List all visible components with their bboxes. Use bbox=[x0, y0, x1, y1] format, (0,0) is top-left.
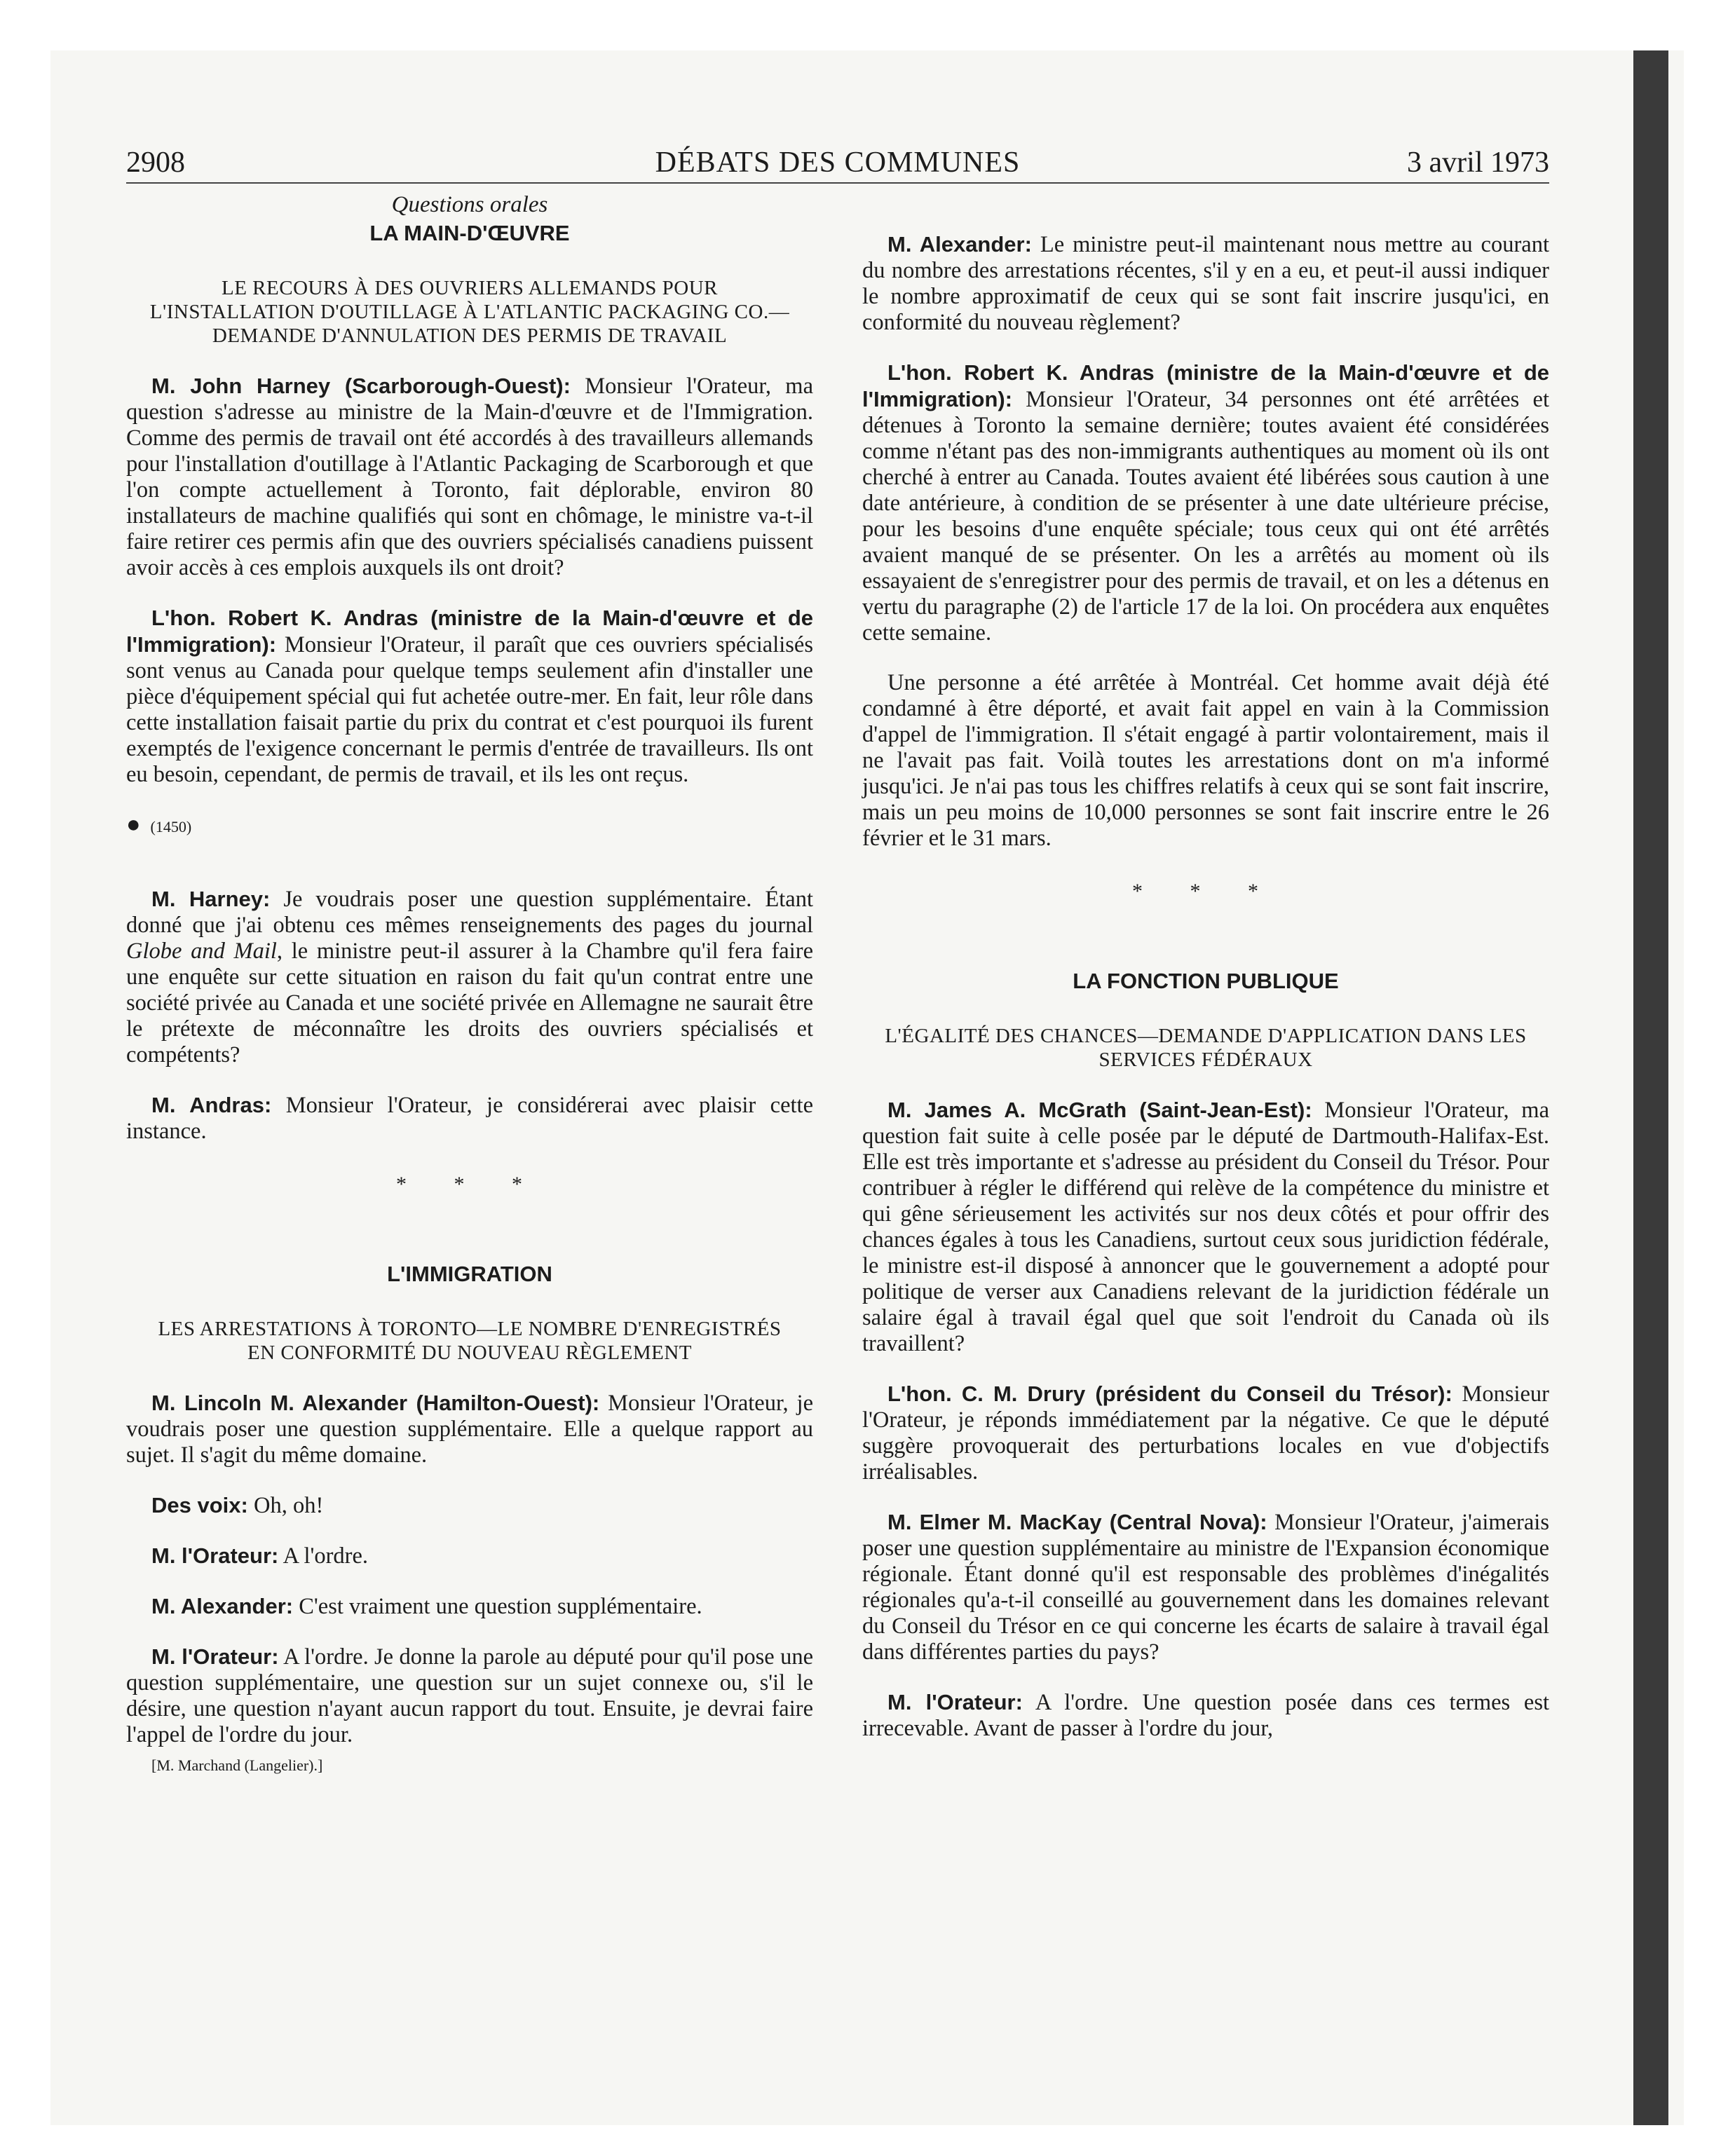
speech: Je voudrais poser une question supplémentaire. Étant donné que j'ai obtenu ces mêmes renseignements des pages du journal bbox=[126, 887, 814, 938]
speech: Monsieur l'Orateur, je réponds immédiatement par la négative. Ce que le député suggère provoquerait des perturbations locales en vue d'objectifs irréalisables. bbox=[862, 1381, 1549, 1485]
paragraph bbox=[862, 1097, 1549, 1357]
paragraph: Une personne a été arrêtée à Montréal. Cet homme avait déjà été condamné à être déporté, et avait fait appel en vain à la Commission d'appel de l'immigration. Il s'était engagé à partir volontairement, mais il ne l'avait pas fait. Voilà toutes les arrestations dont on m'a informé jusqu'ici. Je n'ai pas tous les chiffres relatifs à ceux qui se sont fait inscrire, mais un peu moins de 10,000 personnes se sont fait inscrire entre le 26 février et le 31 mars. bbox=[862, 670, 1549, 851]
paragraph bbox=[126, 1593, 813, 1620]
speaker: L'hon. C. M. Drury (président du Conseil du Trésor): bbox=[887, 1381, 1452, 1406]
paragraph bbox=[126, 1390, 813, 1468]
speaker: M. Harney: bbox=[151, 887, 271, 911]
section-separator: * * * bbox=[396, 1173, 543, 1196]
speech: Oh, oh! bbox=[247, 1493, 324, 1518]
paragraph bbox=[126, 1492, 813, 1519]
speaker: M. Elmer M. MacKay (Central Nova): bbox=[887, 1510, 1267, 1534]
paragraph bbox=[126, 1092, 813, 1145]
subheading: LES ARRESTATIONS À TORONTO—LE NOMBRE D'ENREGISTRÉS EN CONFORMITÉ DU NOUVEAU RÈGLEMENT bbox=[158, 1318, 782, 1364]
section-rubric: Questions orales bbox=[391, 192, 548, 217]
speaker: M. l'Orateur: bbox=[151, 1644, 279, 1669]
paragraph bbox=[862, 231, 1549, 336]
paragraph bbox=[126, 1543, 813, 1569]
speech: , le ministre peut-il assurer à la Chambre qu'il fera faire une enquête sur cette situation en raison du fait qu'un contrat entre une société privée au Canada et une société privée en Allemagne ne saurait être le prétexte de méconnaître les droits des ouvriers spécialisés et compétents? bbox=[126, 939, 814, 1067]
speaker: L'hon. Robert K. Andras (ministre de la Main-d'œuvre et de l'Immigration): bbox=[862, 360, 1549, 411]
speaker: M. Andras: bbox=[151, 1093, 272, 1117]
paragraph bbox=[126, 373, 813, 581]
speaker: M. Lincoln M. Alexander (Hamilton-Ouest): bbox=[151, 1391, 600, 1415]
right-column bbox=[862, 231, 1549, 1766]
page-date: 3 avril 1973 bbox=[1407, 146, 1549, 179]
newspaper-title: Globe and Mail bbox=[126, 939, 277, 964]
speaker: M. l'Orateur: bbox=[151, 1543, 279, 1568]
paragraph bbox=[126, 886, 813, 1068]
speaker: M. Alexander: bbox=[151, 1594, 294, 1618]
paragraph bbox=[862, 1509, 1549, 1665]
paragraph bbox=[126, 605, 813, 788]
speech: Monsieur l'Orateur, ma question fait suite à celle posée par le député de Dartmouth-Halifax-Est. Elle est très importante et s'adresse au président du Conseil du Trésor. Pour contribuer à régler le différend qui relève de la compétence du ministre et qui gêne sérieusement les activités sur nos deux côtés et pour offrir des chances égales à tous les Canadiens, surtout ceux sous juridiction fédérale, le ministre est-il disposé à annoncer que le gouvernement a adopté pour politique de verser aux Canadiens relevant de la juridiction fédérale un salaire égal à travail égal quel que soit l'endroit du Canada où ils travaillent? bbox=[862, 1098, 1549, 1356]
speech: A l'ordre. Je donne la parole au député pour qu'il pose une question supplémentaire, une question sur un sujet connexe ou, s'il le désire, une question n'ayant aucun rapport du tout. Ensuite, je devrai faire l'appel de l'ordre du jour. bbox=[126, 1644, 813, 1747]
subheading: LE RECOURS À DES OUVRIERS ALLEMANDS POUR L'INSTALLATION D'OUTILLAGE À L'ATLANTIC PACKAGING CO.—DEMANDE D'ANNULATION DES PERMIS DE TRAVAIL bbox=[149, 277, 790, 347]
footnote: [M. Marchand (Langelier).] bbox=[151, 1756, 323, 1774]
paragraph bbox=[126, 1644, 813, 1748]
speaker: M. l'Orateur: bbox=[887, 1690, 1023, 1714]
speech: Monsieur l'Orateur, je considérerai avec plaisir cette instance. bbox=[126, 1093, 813, 1144]
speech: Monsieur l'Orateur, j'aimerais poser une question supplémentaire au ministre de l'Expansion économique régionale. Étant donné qu'il est responsable des problèmes d'inégalités régionales qu'a-t-il conseillé au gouvernement dans les domaines relevant du Conseil du Trésor en ce qui concerne les écarts de salaire à travail égal dans différentes parties du pays? bbox=[862, 1510, 1549, 1665]
speech: Monsieur l'Orateur, ma question s'adresse au ministre de la Main-d'œuvre et de l'Immigration. Comme des permis de travail ont été accordés à des travailleurs allemands pour l'installation d'outillage à l'Atlantic Packaging de Scarborough et que l'on compte actuellement à Toronto, fait déplorable, environ 80 installateurs de machine qualifiés qui sont en chômage, le ministre va-t-il faire retirer ces permis afin que des ouvriers spécialisés canadiens puissent avoir accès à ces emplois auxquels ils ont droit? bbox=[126, 374, 813, 580]
speaker: L'hon. Robert K. Andras (ministre de la Main-d'œuvre et de l'Immigration): bbox=[126, 606, 813, 657]
speaker: Des voix: bbox=[151, 1493, 248, 1517]
time-marker bbox=[126, 812, 813, 838]
speech: A l'ordre. Une question posée dans ces termes est irrecevable. Avant de passer à l'ordre du jour, bbox=[862, 1690, 1549, 1741]
scan-edge bbox=[1633, 50, 1668, 2125]
bullet-icon: ● bbox=[126, 812, 141, 838]
section-heading: LA FONCTION PUBLIQUE bbox=[1073, 969, 1339, 993]
speaker: M. James A. McGrath (Saint-Jean-Est): bbox=[887, 1098, 1312, 1122]
speech: Monsieur l'Orateur, je voudrais poser une question supplémentaire. Elle a quelque rapport au sujet. Il s'agit du même domaine. bbox=[126, 1391, 814, 1468]
publication-title: DÉBATS DES COMMUNES bbox=[655, 146, 1021, 179]
page-number: 2908 bbox=[126, 146, 185, 179]
section-heading: LA MAIN-D'ŒUVRE bbox=[369, 221, 570, 245]
paragraph bbox=[862, 360, 1549, 646]
subheading: L'ÉGALITÉ DES CHANCES—DEMANDE D'APPLICATION DANS LES SERVICES FÉDÉRAUX bbox=[885, 1025, 1527, 1071]
speech: Monsieur l'Orateur, il paraît que ces ouvriers spécialisés sont venus au Canada pour quelque temps seulement afin d'installer une pièce d'équipement spécial qui fut achetée outre-mer. En fait, leur rôle dans cette installation faisait partie du prix du contrat et c'est pourquoi ils furent exemptés de l'exigence concernant le permis d'entrée de travailleurs. Ils ont eu besoin, cependant, de permis de travail, et ils les ont reçus. bbox=[126, 632, 813, 787]
page-header bbox=[126, 143, 1549, 184]
section-heading: L'IMMIGRATION bbox=[387, 1262, 552, 1286]
paragraph bbox=[862, 1381, 1549, 1485]
speech: Monsieur l'Orateur, 34 personnes ont été arrêtées et détenues à Toronto la semaine dernière; toutes avaient été considérées comme n'étant pas des non-immigrants authentiques au moment où ils ont cherché à entrer au Canada. Toutes avaient été libérées sous caution à une date antérieure, à condition de se présenter à une date ultérieure précise, pour les besoins d'une enquête spéciale; tous ceux qui ont été arrêtés avaient manqué de se présenter. On les a arrêtés au moment où ils essayaient de s'enregistrer pour des permis de travail, et on les a détenus en vertu du paragraphe (2) de l'article 17 de la loi. On procédera aux enquêtes cette semaine. bbox=[862, 387, 1549, 646]
speaker: M. John Harney (Scarborough-Ouest): bbox=[151, 374, 571, 398]
speech: A l'ordre. bbox=[278, 1543, 369, 1569]
time-marker-text: (1450) bbox=[150, 818, 192, 835]
paragraph bbox=[862, 1689, 1549, 1742]
section-separator: * * * bbox=[1132, 880, 1279, 903]
speaker: M. Alexander: bbox=[887, 232, 1032, 257]
left-column bbox=[126, 191, 813, 1775]
speech: Le ministre peut-il maintenant nous mettre au courant du nombre des arrestations récentes, s'il y en a eu, et peut-il aussi indiquer le nombre approximatif de ceux qui se sont fait inscrire jusqu'ici, en conformité du nouveau règlement? bbox=[862, 232, 1549, 335]
speech: C'est vraiment une question supplémentaire. bbox=[293, 1594, 702, 1619]
